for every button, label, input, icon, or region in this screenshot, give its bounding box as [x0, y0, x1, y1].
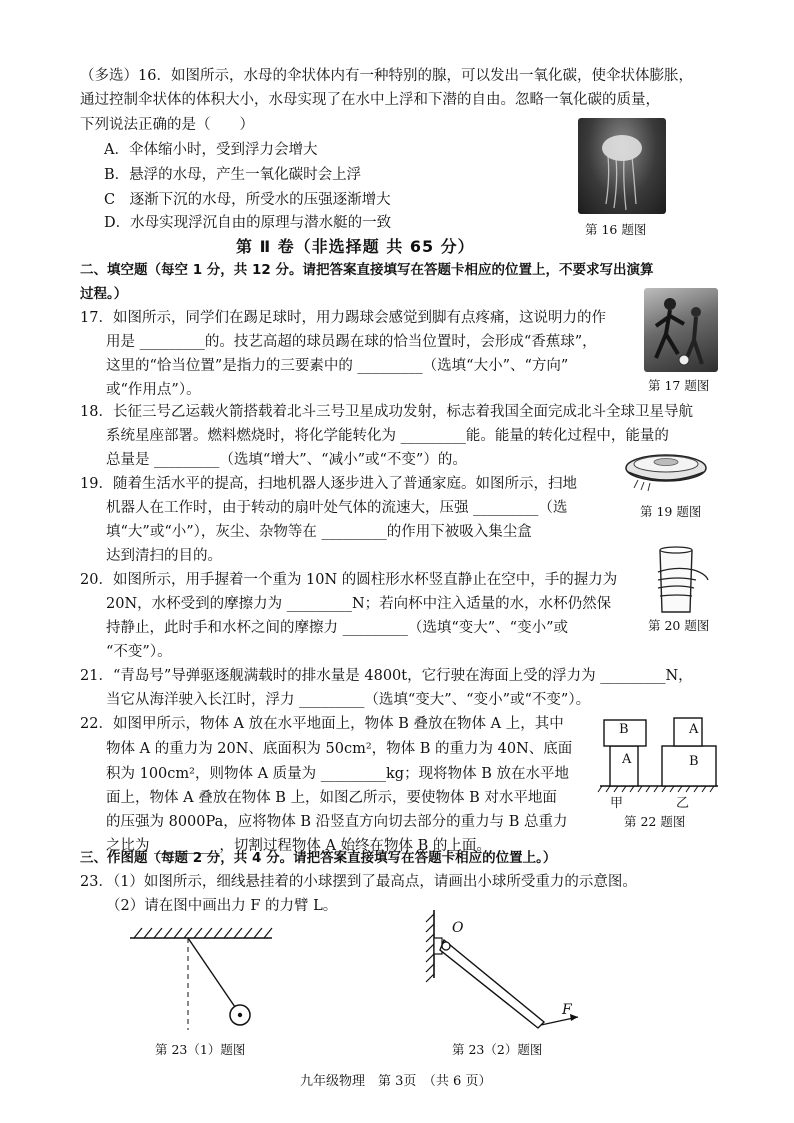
- part3-heading: 三、作图题（每题 2 分，共 4 分。请把答案直接填写在答题卡相应的位置上。）: [80, 850, 557, 866]
- q19-line-1: 19．随着生活水平的提高，扫地机器人逐步进入了普通家庭。如图所示，扫地: [80, 476, 577, 492]
- q22-line-4: 面上，物体 A 叠放在物体 B 上，如图乙所示，要使物体 B 对水平地面: [106, 790, 557, 806]
- jellyfish-icon: [578, 118, 666, 214]
- q21-line-1: 21．“青岛号”导弹驱逐舰满载时的排水量是 4800t，它行驶在海面上受的浮力为 _________N，: [80, 668, 693, 684]
- q16-line-3: 下列说法正确的是（ ）: [80, 117, 254, 133]
- hand-holding-cup-icon: [648, 546, 710, 616]
- block-a-label-jia: A: [622, 752, 632, 767]
- q22-caption: 第 22 题图: [624, 814, 686, 829]
- q19-line-4: 达到清扫的目的。: [106, 548, 222, 564]
- q23-line-1: 23．（1）如图所示，细线悬挂着的小球摆到了最高点，请画出小球所受重力的示意图。: [80, 874, 637, 890]
- q22-line-1: 22．如图甲所示，物体 A 放在水平地面上，物体 B 叠放在物体 A 上，其中: [80, 716, 564, 732]
- block-b-label-jia: B: [619, 722, 629, 737]
- football-players-icon: [644, 288, 718, 372]
- q23-2-caption: 第 23（2）题图: [452, 1042, 543, 1057]
- stacked-blocks-diagram: [596, 712, 722, 794]
- block-b-label-yi: B: [689, 754, 699, 769]
- football-photo: [644, 288, 718, 372]
- pivot-label-o: O: [452, 920, 464, 936]
- label-yi: 乙: [676, 796, 690, 811]
- q16-caption: 第 16 题图: [585, 222, 647, 237]
- jellyfish-photo: [578, 118, 666, 214]
- q22-line-3: 积为 100cm²，则物体 A 质量为 _________kg；现将物体 B 放在水平地: [106, 766, 569, 782]
- q19-line-2: 机器人在工作时，由于转动的扇叶处气体的流速大，压强 _________（选: [106, 500, 568, 516]
- section-2-title: 第 Ⅱ 卷（非选择题 共 65 分）: [236, 237, 475, 256]
- q16-line-1: （多选）16．如图所示，水母的伞状体内有一种特别的腺，可以发出一氧化碳，使伞状体膨胀，: [80, 68, 693, 84]
- q16-line-2: 通过控制伞状体的体积大小，水母实现了在水中上浮和下潜的自由。忽略一氧化碳的质量，: [80, 92, 660, 108]
- q20-line-4: “不变”）。: [106, 644, 172, 660]
- q20-caption: 第 20 题图: [648, 618, 710, 633]
- page-footer: 九年级物理 第 3页 （共 6 页）: [300, 1074, 492, 1089]
- part2-line-2: 过程。）: [80, 286, 128, 302]
- q20-line-2: 20N，水杯受到的摩擦力为 _________N；若向杯中注入适量的水，水杯仍然保: [106, 596, 612, 612]
- q18-line-1: 18．长征三号乙运载火箭搭载着北斗三号卫星成功发射，标志着我国全面完成北斗全球卫星导航: [80, 404, 693, 420]
- force-label-f: F: [562, 1002, 572, 1018]
- label-jia: 甲: [610, 796, 624, 811]
- q18-line-3: 总量是 _________（选填“增大”、“减小”或“不变”）的。: [106, 452, 467, 468]
- q21-line-2: 当它从海洋驶入长江时，浮力 _________（选填“变大”、“变小”或“不变”）。: [106, 692, 591, 708]
- q17-line-4: 或“作用点”）。: [106, 382, 201, 398]
- pendulum-diagram: [126, 922, 276, 1034]
- q16-option-d: D．水母实现浮沉自由的原理与潜水艇的一致: [104, 215, 392, 231]
- q17-line-1: 17．如图所示，同学们在踢足球时，用力踢球会感觉到脚有点疼痛，这说明力的作: [80, 310, 606, 326]
- q23-1-caption: 第 23（1）题图: [155, 1042, 246, 1057]
- q19-caption: 第 19 题图: [640, 504, 702, 519]
- q17-line-3: 这里的“恰当位置”是指力的三要素中的 _________（选填“大小”、“方向”: [106, 358, 569, 374]
- q16-option-c: C 逐渐下沉的水母，所受水的压强逐渐增大: [104, 192, 391, 208]
- block-a-label-yi: A: [689, 722, 699, 737]
- q22-line-5: 的压强为 8000Pa，应将物体 B 沿竖直方向切去部分的重力与 B 总重力: [106, 814, 568, 830]
- part2-line-1: 二、填空题（每空 1 分，共 12 分。请把答案直接填写在答题卡相应的位置上，不要求写出演算: [80, 262, 654, 278]
- q16-option-b: B．悬浮的水母，产生一氧化碳时会上浮: [104, 167, 362, 183]
- q22-line-2: 物体 A 的重力为 20N、底面积为 50cm²，物体 B 的重力为 40N、底面: [106, 741, 573, 757]
- q17-caption: 第 17 题图: [648, 378, 710, 393]
- q16-option-a: A．伞体缩小时，受到浮力会增大: [104, 142, 318, 158]
- q17-line-2: 用是 _________的。技艺高超的球员踢在球的恰当位置时，会形成“香蕉球”，: [106, 334, 597, 350]
- q20-line-1: 20．如图所示，用手握着一个重为 10N 的圆柱形水杯竖直静止在空中，手的握力为: [80, 572, 618, 588]
- q19-line-3: 填“大”或“小”），灰尘、杂物等在 _________的作用下被吸入集尘盒: [106, 524, 532, 540]
- q23-line-2: （2）请在图中画出力 F 的力臂 L。: [106, 898, 338, 914]
- q22-line-6: 之比为 _________，切割过程物体 A 始终在物体 B 的上面。: [106, 838, 491, 854]
- q18-line-2: 系统星座部署。燃料燃烧时，将化学能转化为 _________能。能量的转化过程中，能量的: [106, 428, 669, 444]
- q20-line-3: 持静止，此时手和水杯之间的摩擦力 _________（选填“变大”、“变小”或: [106, 620, 569, 636]
- robot-vacuum-icon: [620, 444, 712, 496]
